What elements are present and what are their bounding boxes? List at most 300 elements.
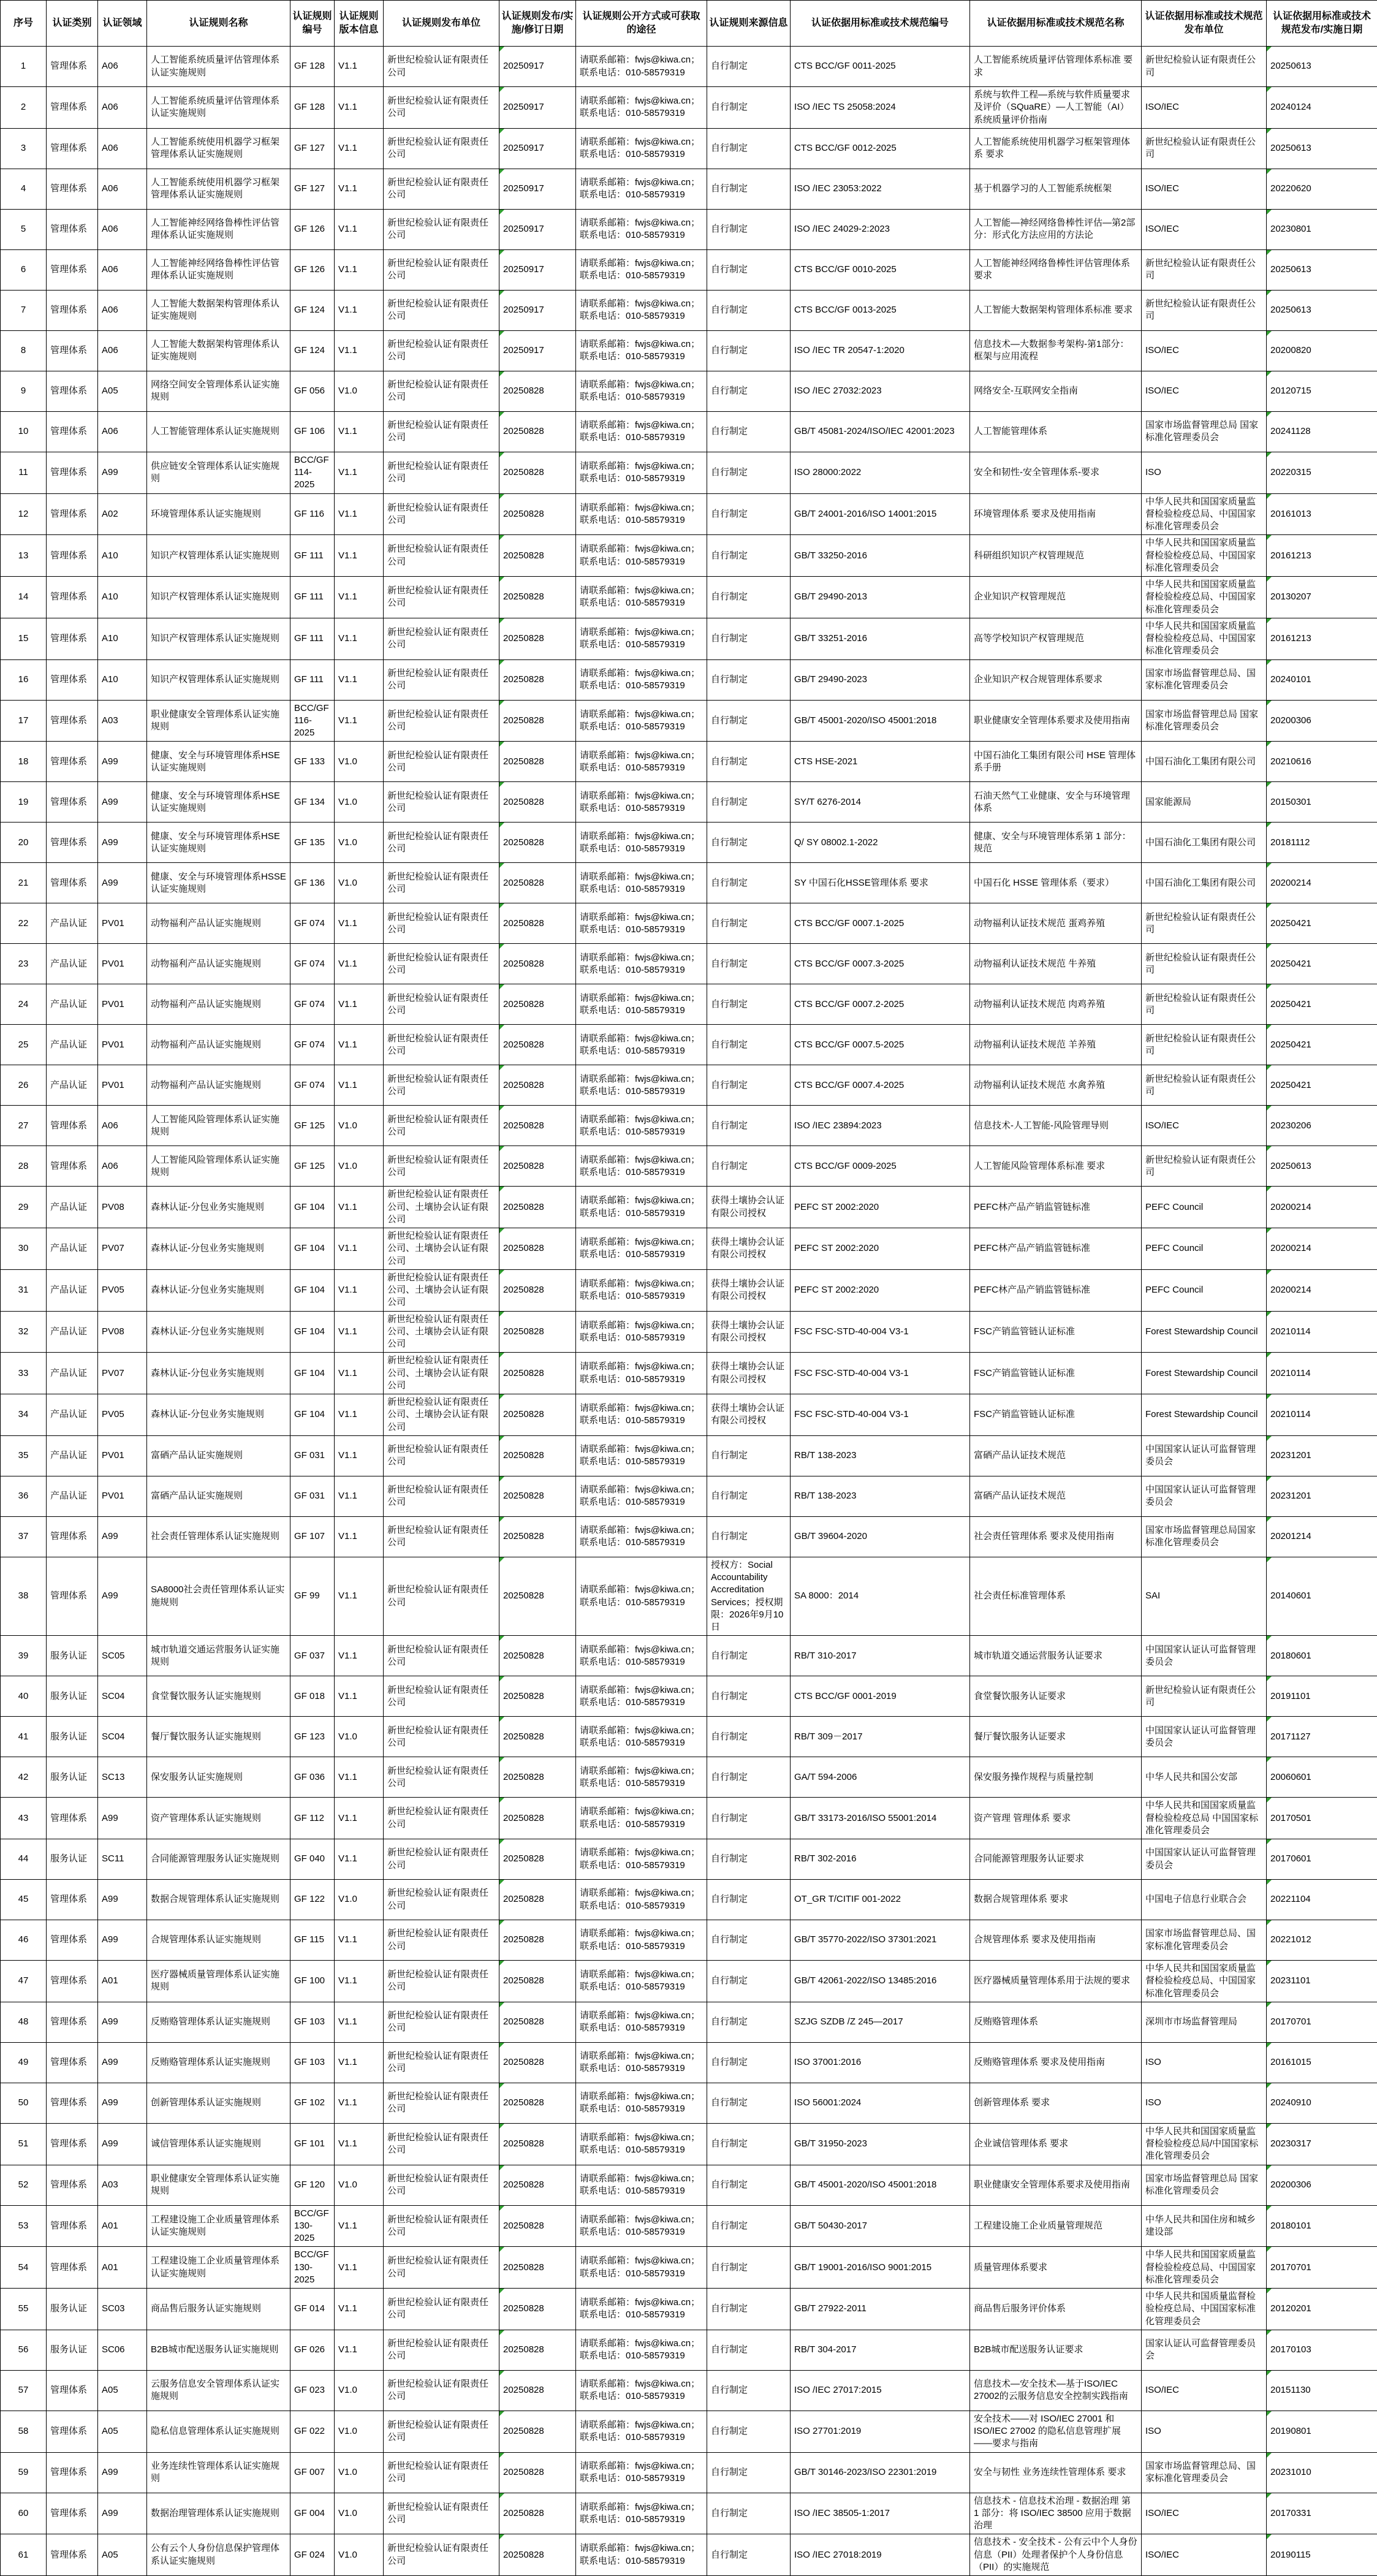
cell-issue-date: 20250828 xyxy=(499,2123,576,2165)
cell-issuer: 新世纪检验认证有限责任公司 xyxy=(384,371,499,411)
cell-source: 自行制定 xyxy=(707,700,791,742)
cell-std-issuer: 国家市场监督管理总局、国家标准化管理委员会 xyxy=(1142,659,1267,700)
cell-std-date: 20230317 xyxy=(1267,2123,1377,2165)
cell-std-name: 人工智能管理体系 xyxy=(970,411,1142,452)
cell-std-code: GB/T 45081-2024/ISO/IEC 42001:2023 xyxy=(791,411,970,452)
cell-issuer: 新世纪检验认证有限责任公司 xyxy=(384,1717,499,1757)
cell-category: 管理体系 xyxy=(47,411,98,452)
cell-version: V1.1 xyxy=(335,1187,384,1228)
cell-std-code: GB/T 31950-2023 xyxy=(791,2123,970,2165)
cell-access: 请联系邮箱：fwjs@kiwa.cn；联系电话：010-58579319 xyxy=(576,1311,707,1353)
cell-access: 请联系邮箱：fwjs@kiwa.cn；联系电话：010-58579319 xyxy=(576,2042,707,2083)
cell-issuer: 新世纪检验认证有限责任公司 xyxy=(384,1025,499,1065)
cell-access: 请联系邮箱：fwjs@kiwa.cn；联系电话：010-58579319 xyxy=(576,1557,707,1636)
cell-std-name: 餐厅餐饮服务认证要求 xyxy=(970,1717,1142,1757)
cell-issuer: 新世纪检验认证有限责任公司 xyxy=(384,2205,499,2247)
cell-seq: 3 xyxy=(1,128,47,169)
cell-version: V1.1 xyxy=(335,452,384,493)
cell-seq: 33 xyxy=(1,1353,47,1394)
cell-version: V1.0 xyxy=(335,2411,384,2452)
cell-access: 请联系邮箱：fwjs@kiwa.cn；联系电话：010-58579319 xyxy=(576,1839,707,1880)
cell-source: 获得土壤协会认证有限公司授权 xyxy=(707,1269,791,1311)
cell-std-issuer: 新世纪检验认证有限责任公司 xyxy=(1142,47,1267,87)
cell-std-date: 20151130 xyxy=(1267,2370,1377,2411)
cell-issuer: 新世纪检验认证有限责任公司 xyxy=(384,903,499,944)
cell-version: V1.1 xyxy=(335,330,384,371)
cell-std-date: 20200214 xyxy=(1267,1187,1377,1228)
cell-std-code: GB/T 45001-2020/ISO 45001:2018 xyxy=(791,700,970,742)
cell-source: 自行制定 xyxy=(707,2370,791,2411)
cell-std-issuer: 中国国家认证认可监督管理委员会 xyxy=(1142,1717,1267,1757)
cell-seq: 35 xyxy=(1,1435,47,1476)
cell-seq: 6 xyxy=(1,249,47,290)
cell-issue-date: 20250828 xyxy=(499,1311,576,1353)
cell-access: 请联系邮箱：fwjs@kiwa.cn；联系电话：010-58579319 xyxy=(576,169,707,209)
cell-std-name: 安全技术——对 ISO/IEC 27001 和 ISO/IEC 27002 的隐私信息管理扩展——要求与指南 xyxy=(970,2411,1142,2452)
cell-seq: 61 xyxy=(1,2534,47,2576)
cell-std-issuer: SAI xyxy=(1142,1557,1267,1636)
cell-version: V1.1 xyxy=(335,290,384,330)
table-row xyxy=(1,2002,1377,2042)
cell-field: PV08 xyxy=(98,1311,147,1353)
cell-std-code: GB/T 19001-2016/ISO 9001:2015 xyxy=(791,2247,970,2289)
cell-version: V1.1 xyxy=(335,1065,384,1106)
cell-version: V1.0 xyxy=(335,2370,384,2411)
cell-rule-name: 富硒产品认证实施规则 xyxy=(147,1435,290,1476)
cell-rule-name: 人工智能神经网络鲁棒性评估管理体系认证实施规则 xyxy=(147,249,290,290)
cell-std-date: 20201214 xyxy=(1267,1516,1377,1557)
cell-std-date: 20250421 xyxy=(1267,903,1377,944)
cell-category: 管理体系 xyxy=(47,2370,98,2411)
cell-seq: 23 xyxy=(1,944,47,984)
cell-rule-name: 云服务信息安全管理体系认证实施规则 xyxy=(147,2370,290,2411)
cell-rule-name: 知识产权管理体系认证实施规则 xyxy=(147,535,290,577)
cell-std-code: GB/T 35770-2022/ISO 37301:2021 xyxy=(791,1920,970,1961)
cell-issue-date: 20250828 xyxy=(499,1025,576,1065)
cell-version: V1.1 xyxy=(335,1025,384,1065)
cell-access: 请联系邮箱：fwjs@kiwa.cn；联系电话：010-58579319 xyxy=(576,1676,707,1717)
cell-std-date: 20230206 xyxy=(1267,1106,1377,1146)
cell-rule-name: 动物福利产品认证实施规则 xyxy=(147,944,290,984)
cell-source: 获得土壤协会认证有限公司授权 xyxy=(707,1394,791,1436)
column-header-std-date: 认证依据用标准或技术规范发布/实施日期 xyxy=(1267,1,1377,47)
cell-seq: 20 xyxy=(1,823,47,863)
cell-seq: 36 xyxy=(1,1476,47,1516)
cell-seq: 31 xyxy=(1,1269,47,1311)
table-row xyxy=(1,1839,1377,1880)
cell-rule-code: GF 126 xyxy=(290,249,335,290)
cell-std-code: PEFC ST 2002:2020 xyxy=(791,1187,970,1228)
cell-rule-name: 富硒产品认证实施规则 xyxy=(147,1476,290,1516)
cell-std-code: ISO /IEC 27032:2023 xyxy=(791,371,970,411)
cell-version: V1.1 xyxy=(335,1394,384,1436)
cell-access: 请联系邮箱：fwjs@kiwa.cn；联系电话：010-58579319 xyxy=(576,1025,707,1065)
cell-source: 获得土壤协会认证有限公司授权 xyxy=(707,1311,791,1353)
cell-rule-name: 森林认证-分包业务实施规则 xyxy=(147,1228,290,1270)
cell-rule-name: 商品售后服务认证实施规则 xyxy=(147,2289,290,2330)
cell-rule-code: GF 037 xyxy=(290,1636,335,1676)
cell-rule-name: 健康、安全与环境管理体系HSSE认证实施规则 xyxy=(147,863,290,903)
cell-rule-name: 反贿赂管理体系认证实施规则 xyxy=(147,2002,290,2042)
cell-access: 请联系邮箱：fwjs@kiwa.cn；联系电话：010-58579319 xyxy=(576,249,707,290)
cell-std-date: 20170331 xyxy=(1267,2493,1377,2534)
cell-version: V1.1 xyxy=(335,2247,384,2289)
cell-source: 自行制定 xyxy=(707,2289,791,2330)
cell-source: 自行制定 xyxy=(707,1920,791,1961)
cell-seq: 7 xyxy=(1,290,47,330)
cell-rule-name: 知识产权管理体系认证实施规则 xyxy=(147,577,290,618)
cell-std-date: 20221012 xyxy=(1267,1920,1377,1961)
cell-issue-date: 20250828 xyxy=(499,782,576,823)
cell-std-issuer: ISO xyxy=(1142,2411,1267,2452)
column-header-rule-name: 认证规则名称 xyxy=(147,1,290,47)
cell-rule-code: GF 104 xyxy=(290,1353,335,1394)
cell-field: A99 xyxy=(98,452,147,493)
cell-access: 请联系邮箱：fwjs@kiwa.cn；联系电话：010-58579319 xyxy=(576,659,707,700)
table-row xyxy=(1,1476,1377,1516)
cell-issue-date: 20250828 xyxy=(499,2289,576,2330)
cell-std-date: 20171127 xyxy=(1267,1717,1377,1757)
cell-version: V1.0 xyxy=(335,2452,384,2493)
cell-field: A99 xyxy=(98,1880,147,1920)
cell-field: PV01 xyxy=(98,1025,147,1065)
cell-seq: 56 xyxy=(1,2330,47,2370)
cell-category: 产品认证 xyxy=(47,1025,98,1065)
cell-source: 自行制定 xyxy=(707,2205,791,2247)
cell-rule-name: 网络空间安全管理体系认证实施规则 xyxy=(147,371,290,411)
cell-rule-name: 环境管理体系认证实施规则 xyxy=(147,493,290,535)
cell-source: 自行制定 xyxy=(707,169,791,209)
cell-source: 自行制定 xyxy=(707,944,791,984)
cell-std-name: 合同能源管理服务认证要求 xyxy=(970,1839,1142,1880)
cell-access: 请联系邮箱：fwjs@kiwa.cn；联系电话：010-58579319 xyxy=(576,618,707,659)
table-row xyxy=(1,2083,1377,2123)
cell-field: SC04 xyxy=(98,1717,147,1757)
cell-seq: 28 xyxy=(1,1146,47,1187)
cell-source: 自行制定 xyxy=(707,1880,791,1920)
cell-field: A10 xyxy=(98,618,147,659)
cell-std-issuer: 中国国家认证认可监督管理委员会 xyxy=(1142,1435,1267,1476)
table-row xyxy=(1,1106,1377,1146)
cell-issuer: 新世纪检验认证有限责任公司 xyxy=(384,2083,499,2123)
cell-source: 自行制定 xyxy=(707,1146,791,1187)
cell-source: 自行制定 xyxy=(707,1798,791,1839)
cell-version: V1.1 xyxy=(335,493,384,535)
cell-category: 管理体系 xyxy=(47,47,98,87)
cell-rule-name: 人工智能风险管理体系认证实施规则 xyxy=(147,1106,290,1146)
cell-category: 管理体系 xyxy=(47,782,98,823)
table-row xyxy=(1,2123,1377,2165)
cell-field: A06 xyxy=(98,411,147,452)
cell-field: A06 xyxy=(98,330,147,371)
table-row xyxy=(1,1025,1377,1065)
cell-issue-date: 20250828 xyxy=(499,2370,576,2411)
cell-version: V1.1 xyxy=(335,984,384,1025)
cell-std-code: GB/T 33173-2016/ISO 55001:2014 xyxy=(791,1798,970,1839)
cell-field: A06 xyxy=(98,1146,147,1187)
cell-std-code: CTS BCC/GF 0012-2025 xyxy=(791,128,970,169)
cell-source: 自行制定 xyxy=(707,1839,791,1880)
cell-rule-name: 人工智能系统质量评估管理体系认证实施规则 xyxy=(147,87,290,129)
cell-issue-date: 20250828 xyxy=(499,1394,576,1436)
cell-rule-name: 人工智能系统使用机器学习框架管理体系认证实施规则 xyxy=(147,169,290,209)
cell-source: 自行制定 xyxy=(707,903,791,944)
cell-rule-code: GF 074 xyxy=(290,944,335,984)
cell-std-name: 富硒产品认证技术规范 xyxy=(970,1476,1142,1516)
cell-field: SC04 xyxy=(98,1676,147,1717)
cell-access: 请联系邮箱：fwjs@kiwa.cn；联系电话：010-58579319 xyxy=(576,1880,707,1920)
cell-std-code: SZJG SZDB /Z 245—2017 xyxy=(791,2002,970,2042)
column-header-source: 认证规则来源信息 xyxy=(707,1,791,47)
cell-field: A99 xyxy=(98,1557,147,1636)
cell-category: 管理体系 xyxy=(47,577,98,618)
cell-source: 自行制定 xyxy=(707,1516,791,1557)
cell-std-code: PEFC ST 2002:2020 xyxy=(791,1228,970,1270)
cell-access: 请联系邮箱：fwjs@kiwa.cn；联系电话：010-58579319 xyxy=(576,1106,707,1146)
cell-version: V1.1 xyxy=(335,169,384,209)
cell-field: A01 xyxy=(98,2247,147,2289)
cell-issue-date: 20250828 xyxy=(499,2002,576,2042)
cell-rule-name: 医疗器械质量管理体系认证实施规则 xyxy=(147,1961,290,2002)
cell-source: 获得土壤协会认证有限公司授权 xyxy=(707,1353,791,1394)
cell-std-date: 20250613 xyxy=(1267,1146,1377,1187)
cell-std-code: ISO /IEC 23053:2022 xyxy=(791,169,970,209)
cell-issuer: 新世纪检验认证有限责任公司 xyxy=(384,209,499,249)
cell-rule-code: GF 104 xyxy=(290,1187,335,1228)
cell-issuer: 新世纪检验认证有限责任公司、土壤协会认证有限公司 xyxy=(384,1269,499,1311)
cell-rule-name: 知识产权管理体系认证实施规则 xyxy=(147,659,290,700)
cell-source: 获得土壤协会认证有限公司授权 xyxy=(707,1187,791,1228)
cell-std-issuer: 中国电子信息行业联合会 xyxy=(1142,1880,1267,1920)
cell-std-name: 企业知识产权管理规范 xyxy=(970,577,1142,618)
cell-source: 自行制定 xyxy=(707,2083,791,2123)
cell-rule-name: 人工智能系统使用机器学习框架管理体系认证实施规则 xyxy=(147,128,290,169)
cell-std-issuer: 国家市场监督管理总局国家标准化管理委员会 xyxy=(1142,1516,1267,1557)
cell-std-code: CTS BCC/GF 0007.3-2025 xyxy=(791,944,970,984)
table-row xyxy=(1,1353,1377,1394)
cell-seq: 45 xyxy=(1,1880,47,1920)
cell-source: 自行制定 xyxy=(707,249,791,290)
cell-issuer: 新世纪检验认证有限责任公司 xyxy=(384,659,499,700)
cell-std-code: FSC FSC-STD-40-004 V3-1 xyxy=(791,1394,970,1436)
cell-field: PV07 xyxy=(98,1353,147,1394)
cell-access: 请联系邮箱：fwjs@kiwa.cn；联系电话：010-58579319 xyxy=(576,2452,707,2493)
table-row xyxy=(1,1435,1377,1476)
table-row xyxy=(1,659,1377,700)
cell-field: A10 xyxy=(98,577,147,618)
cell-access: 请联系邮箱：fwjs@kiwa.cn；联系电话：010-58579319 xyxy=(576,87,707,129)
cell-std-code: ISO /IEC TS 25058:2024 xyxy=(791,87,970,129)
cell-field: A06 xyxy=(98,249,147,290)
cell-issue-date: 20250828 xyxy=(499,618,576,659)
table-row xyxy=(1,1146,1377,1187)
cell-category: 管理体系 xyxy=(47,618,98,659)
cell-issuer: 新世纪检验认证有限责任公司 xyxy=(384,128,499,169)
cell-issue-date: 20250828 xyxy=(499,2411,576,2452)
cell-category: 管理体系 xyxy=(47,2165,98,2205)
cell-source: 自行制定 xyxy=(707,493,791,535)
cell-issuer: 新世纪检验认证有限责任公司 xyxy=(384,742,499,782)
cell-rule-name: 保安服务认证实施规则 xyxy=(147,1757,290,1798)
cell-field: PV07 xyxy=(98,1228,147,1270)
cell-std-name: 合规管理体系 要求及使用指南 xyxy=(970,1920,1142,1961)
cell-rule-code: GF 031 xyxy=(290,1435,335,1476)
table-row xyxy=(1,1311,1377,1353)
cell-version: V1.1 xyxy=(335,1353,384,1394)
cell-std-name: 质量管理体系要求 xyxy=(970,2247,1142,2289)
cell-seq: 1 xyxy=(1,47,47,87)
cell-access: 请联系邮箱：fwjs@kiwa.cn；联系电话：010-58579319 xyxy=(576,47,707,87)
cell-rule-code: GF 040 xyxy=(290,1839,335,1880)
cell-source: 自行制定 xyxy=(707,2123,791,2165)
cell-rule-code: GF 111 xyxy=(290,577,335,618)
cell-std-code: CTS BCC/GF 0007.1-2025 xyxy=(791,903,970,944)
cell-issue-date: 20250828 xyxy=(499,1476,576,1516)
cell-rule-name: 资产管理体系认证实施规则 xyxy=(147,1798,290,1839)
cell-std-date: 20161213 xyxy=(1267,535,1377,577)
cell-version: V1.0 xyxy=(335,1717,384,1757)
cell-std-issuer: 中华人民共和国国家质量监督检验检疫总局、中国国家标准化管理委员会 xyxy=(1142,618,1267,659)
cell-issuer: 新世纪检验认证有限责任公司 xyxy=(384,700,499,742)
cell-category: 管理体系 xyxy=(47,493,98,535)
cell-field: PV01 xyxy=(98,944,147,984)
cell-field: PV01 xyxy=(98,1476,147,1516)
cell-issuer: 新世纪检验认证有限责任公司 xyxy=(384,452,499,493)
cell-std-code: CTS BCC/GF 0007.5-2025 xyxy=(791,1025,970,1065)
cell-std-date: 20181112 xyxy=(1267,823,1377,863)
cell-rule-name: 动物福利产品认证实施规则 xyxy=(147,1065,290,1106)
cell-issue-date: 20250828 xyxy=(499,1146,576,1187)
column-header-std-issuer: 认证依据用标准或技术规范发布单位 xyxy=(1142,1,1267,47)
cell-std-code: FSC FSC-STD-40-004 V3-1 xyxy=(791,1311,970,1353)
cell-std-code: GB/T 29490-2023 xyxy=(791,659,970,700)
table-row xyxy=(1,700,1377,742)
cell-source: 自行制定 xyxy=(707,330,791,371)
cell-std-code: ISO /IEC 27018:2019 xyxy=(791,2534,970,2576)
cell-field: PV01 xyxy=(98,903,147,944)
cell-category: 管理体系 xyxy=(47,209,98,249)
table-row xyxy=(1,1717,1377,1757)
cell-rule-name: 动物福利产品认证实施规则 xyxy=(147,984,290,1025)
cell-rule-name: 合同能源管理服务认证实施规则 xyxy=(147,1839,290,1880)
cell-rule-code: GF 128 xyxy=(290,47,335,87)
table-body xyxy=(1,47,1377,2576)
table-row xyxy=(1,2165,1377,2205)
cell-rule-code: GF 128 xyxy=(290,87,335,129)
cell-std-date: 20210114 xyxy=(1267,1353,1377,1394)
cell-std-name: 企业知识产权合规管理体系要求 xyxy=(970,659,1142,700)
cell-seq: 8 xyxy=(1,330,47,371)
cell-std-issuer: ISO/IEC xyxy=(1142,2370,1267,2411)
cell-rule-name: 健康、安全与环境管理体系HSE认证实施规则 xyxy=(147,782,290,823)
cell-access: 请联系邮箱：fwjs@kiwa.cn；联系电话：010-58579319 xyxy=(576,2123,707,2165)
cell-category: 管理体系 xyxy=(47,290,98,330)
cell-version: V1.1 xyxy=(335,1228,384,1270)
cell-std-issuer: 新世纪检验认证有限责任公司 xyxy=(1142,1065,1267,1106)
cell-std-issuer: 中国国家认证认可监督管理委员会 xyxy=(1142,1476,1267,1516)
cell-seq: 30 xyxy=(1,1228,47,1270)
cell-std-date: 20060601 xyxy=(1267,1757,1377,1798)
cell-issuer: 新世纪检验认证有限责任公司 xyxy=(384,2165,499,2205)
cell-rule-name: 公有云个人身份信息保护管理体系认证实施规则 xyxy=(147,2534,290,2576)
cell-seq: 52 xyxy=(1,2165,47,2205)
cell-access: 请联系邮箱：fwjs@kiwa.cn；联系电话：010-58579319 xyxy=(576,1516,707,1557)
cell-std-code: FSC FSC-STD-40-004 V3-1 xyxy=(791,1353,970,1394)
cell-rule-name: 人工智能神经网络鲁棒性评估管理体系认证实施规则 xyxy=(147,209,290,249)
cell-rule-name: 人工智能系统质量评估管理体系认证实施规则 xyxy=(147,47,290,87)
cell-issuer: 新世纪检验认证有限责任公司 xyxy=(384,2370,499,2411)
cell-std-name: 社会责任管理体系 要求及使用指南 xyxy=(970,1516,1142,1557)
cell-version: V1.1 xyxy=(335,618,384,659)
cell-issuer: 新世纪检验认证有限责任公司、土壤协会认证有限公司 xyxy=(384,1394,499,1436)
cell-issuer: 新世纪检验认证有限责任公司 xyxy=(384,2247,499,2289)
cell-issuer: 新世纪检验认证有限责任公司 xyxy=(384,944,499,984)
cell-access: 请联系邮箱：fwjs@kiwa.cn；联系电话：010-58579319 xyxy=(576,209,707,249)
cell-std-date: 20200214 xyxy=(1267,863,1377,903)
cell-rule-code: GF 111 xyxy=(290,659,335,700)
cell-category: 管理体系 xyxy=(47,1557,98,1636)
cell-issue-date: 20250917 xyxy=(499,330,576,371)
cell-version: V1.1 xyxy=(335,2002,384,2042)
cell-source: 自行制定 xyxy=(707,411,791,452)
cell-issue-date: 20250828 xyxy=(499,2452,576,2493)
cell-issuer: 新世纪检验认证有限责任公司 xyxy=(384,2330,499,2370)
cell-version: V1.1 xyxy=(335,47,384,87)
cell-issuer: 新世纪检验认证有限责任公司 xyxy=(384,493,499,535)
cell-access: 请联系邮箱：fwjs@kiwa.cn；联系电话：010-58579319 xyxy=(576,863,707,903)
cell-rule-code: GF 125 xyxy=(290,1106,335,1146)
cell-issue-date: 20250828 xyxy=(499,2205,576,2247)
cell-rule-name: 森林认证-分包业务实施规则 xyxy=(147,1394,290,1436)
cell-category: 管理体系 xyxy=(47,2247,98,2289)
cell-category: 产品认证 xyxy=(47,903,98,944)
cell-rule-name: 动物福利产品认证实施规则 xyxy=(147,903,290,944)
cell-seq: 19 xyxy=(1,782,47,823)
cell-std-issuer: ISO/IEC xyxy=(1142,209,1267,249)
cell-issue-date: 20250828 xyxy=(499,411,576,452)
table-row xyxy=(1,1757,1377,1798)
cell-access: 请联系邮箱：fwjs@kiwa.cn；联系电话：010-58579319 xyxy=(576,371,707,411)
cell-field: A99 xyxy=(98,1516,147,1557)
cell-seq: 42 xyxy=(1,1757,47,1798)
table-row xyxy=(1,823,1377,863)
cell-std-issuer: ISO xyxy=(1142,452,1267,493)
cell-source: 自行制定 xyxy=(707,128,791,169)
cell-version: V1.1 xyxy=(335,411,384,452)
cell-std-issuer: ISO/IEC xyxy=(1142,2534,1267,2576)
cell-std-issuer: 中国石油化工集团有限公司 xyxy=(1142,863,1267,903)
cell-seq: 21 xyxy=(1,863,47,903)
cell-category: 产品认证 xyxy=(47,1065,98,1106)
cell-issue-date: 20250828 xyxy=(499,1516,576,1557)
cell-issue-date: 20250828 xyxy=(499,1757,576,1798)
cell-std-code: CTS HSE-2021 xyxy=(791,742,970,782)
cell-version: V1.1 xyxy=(335,659,384,700)
cell-std-name: 人工智能风险管理体系标准 要求 xyxy=(970,1146,1142,1187)
cell-rule-code: GF 125 xyxy=(290,1146,335,1187)
cell-issue-date: 20250828 xyxy=(499,1717,576,1757)
cell-std-issuer: 中华人民共和国国家质量监督检验检疫总局、中国国家标准化管理委员会 xyxy=(1142,535,1267,577)
cell-seq: 34 xyxy=(1,1394,47,1436)
cell-access: 请联系邮箱：fwjs@kiwa.cn；联系电话：010-58579319 xyxy=(576,577,707,618)
cell-std-issuer: 中华人民共和国质量监督检验检疫总局、中国国家标准化管理委员会 xyxy=(1142,2289,1267,2330)
cell-field: A06 xyxy=(98,1106,147,1146)
column-header-category: 认证类别 xyxy=(47,1,98,47)
table-row xyxy=(1,1636,1377,1676)
cell-access: 请联系邮箱：fwjs@kiwa.cn；联系电话：010-58579319 xyxy=(576,1717,707,1757)
cell-rule-code: GF 124 xyxy=(290,290,335,330)
cell-seq: 60 xyxy=(1,2493,47,2534)
